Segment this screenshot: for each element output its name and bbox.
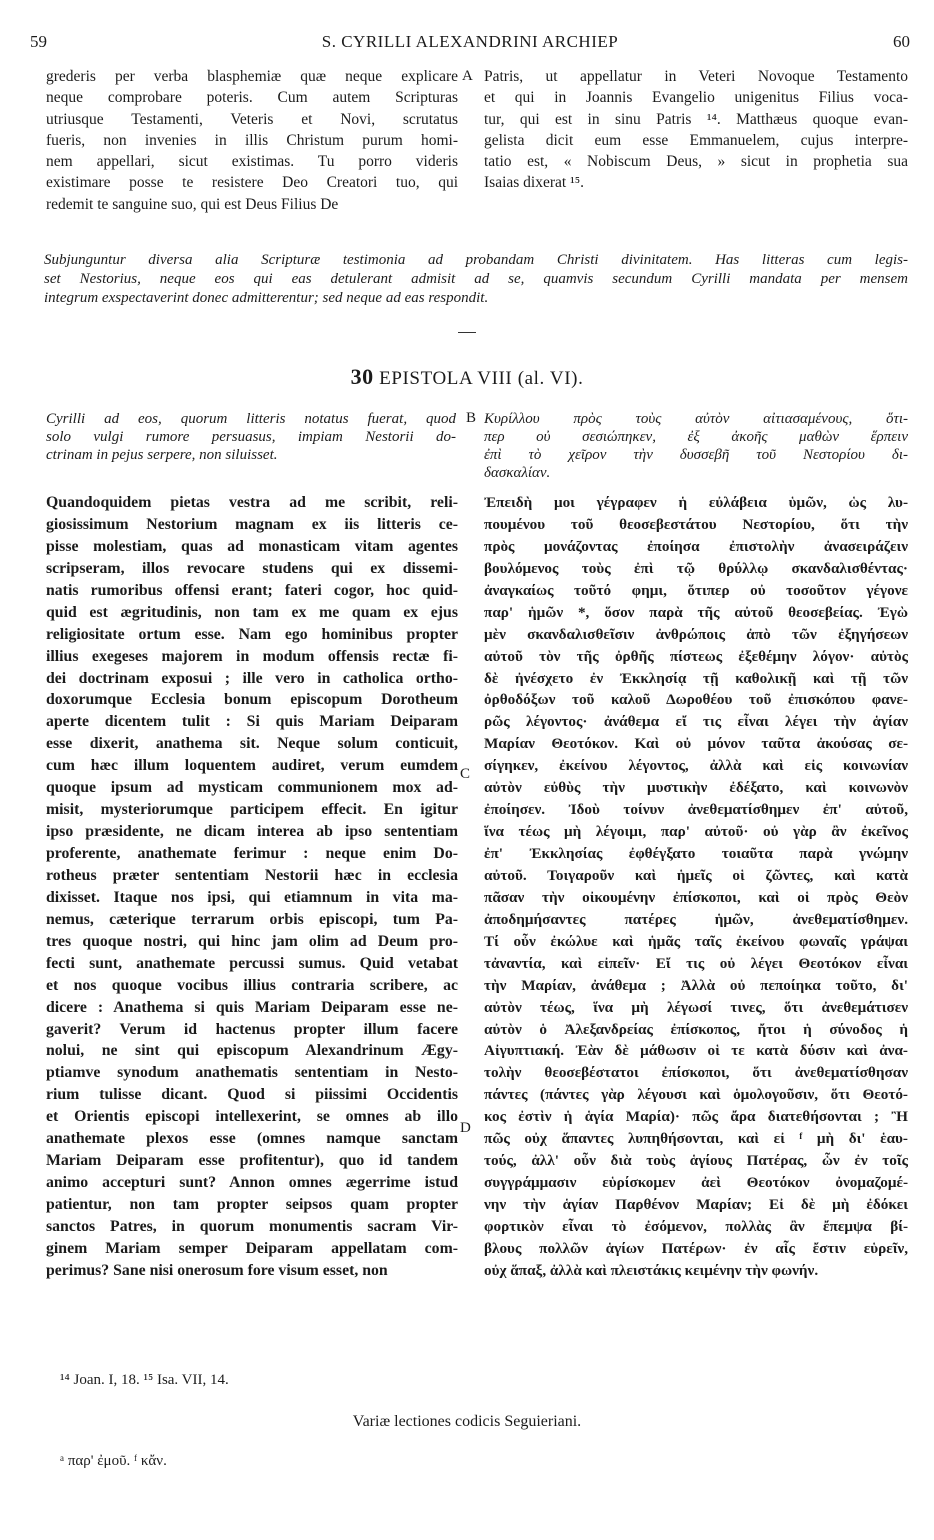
body-line: sanctos Patres, in quorum monumentis sacram Vir-: [46, 1217, 458, 1235]
body-line: pisse molestiam, quas ad monasticam vitam agentes: [46, 537, 458, 555]
body-line: νην τὴν ἁγίαν Παρθένον Μαρίαν; Εἰ δὲ μὴ ἐδόκει: [484, 1196, 908, 1213]
running-head: [30, 32, 910, 58]
summary-line: Subjunguntur diversa alia Scripturæ testimonia ad probandam Christi divinitatem. Has litteras cum legis-: [44, 252, 908, 268]
body-line: Αἰγυπτιακή. Ἐὰν δὲ μάθωσιν οἱ τε κατὰ δύσιν καὶ ἀνα-: [484, 1042, 908, 1060]
body-line: δὲ ἠνέσχετο ἐν Ἐκκλησίᾳ τῇ καθολικῇ καὶ τῇ τῶν: [484, 669, 908, 687]
body-line: μὲν σκανδαλισθεῖσιν ἀνθρώποις ἀπὸ τῶν ἐξηγήσεων: [484, 625, 908, 643]
body-line: τολὴν θεοσεβέστατοι ἐπίσκοποι, ὅτι ἀνεθεματίσθησαν: [484, 1064, 908, 1082]
text-line: redemit te sanguine suo, qui est Deus Filius De: [46, 195, 339, 213]
body-line: ἀναγκαίως τοῦτό φημι, ὅτιπερ οὐ τοσοῦτον γέγονε: [484, 581, 908, 599]
text-line: existimare posse te resistere Deo Creatori tuo, qui: [46, 174, 458, 192]
page-number-left: 59: [30, 32, 47, 51]
body-line: anathemate plexos esse (omnes namque sanctam: [46, 1130, 458, 1148]
running-title: S. CYRILLI ALEXANDRINI ARCHIEP: [321, 32, 619, 51]
epistola-title: EPISTOLA VIII (al. VI).: [379, 368, 584, 389]
body-line: αὐτὸν τέως, ἵνα μὴ λέγωσί τινες, ὅτι ἀνεθεμάτισεν: [484, 998, 908, 1016]
body-line: cum hæc illum loquentem audiret, verum eumdem: [46, 757, 458, 775]
margin-letter-a: A: [462, 68, 473, 84]
body-line: misit, mysteriorumque participem effecit. En igitur: [46, 801, 458, 819]
argument-line: ἐπὶ τὸ χεῖρον τὴν δυσσεβῆ τοῦ Νεστορίου δι-: [484, 447, 908, 463]
body-line: animo accepturi sunt? Annon omnes ægerrime istud: [46, 1174, 458, 1192]
text-line: tur, qui est in sinu Patris ¹⁴. Matthæus quoque evan-: [484, 110, 908, 128]
body-line: τούς, ἀλλ' οὖν διὰ τοὺς ἁγίους Πατέρας, ὧν ἐν τοῖς: [484, 1152, 908, 1170]
body-line: quid est ægritudinis, non tam ex me quam ex ejus: [46, 603, 458, 621]
body-line: fecti sunt, anathemate percussi sumus. Quid vetabat: [46, 954, 458, 972]
body-line: πάντες (πάντες γὰρ λέγουσι καὶ ὁμολογοῦσιν, ὅτι Θεοτό-: [484, 1086, 908, 1104]
body-line: illius exegeses majorem in modum offensis rectæ fi-: [46, 647, 458, 665]
text-line: gelista dicit eum esse Emmanuelem, cujus interpre-: [484, 131, 908, 149]
body-line: πουμένου τοῦ θεοσεβεστάτου Νεστορίου, ὅτι τὴν: [484, 515, 908, 533]
body-line: dicere : Anathema si quis Mariam Deiparam esse ne-: [46, 998, 458, 1016]
body-line: ptiamve synodum anathematis sententiam in Nesto-: [46, 1064, 458, 1082]
body-line: doxorumque Ecclesia bonum episcopum Dorotheum: [46, 691, 458, 709]
body-line: Ἐπειδὴ μοι γέγραφεν ἡ εὐλάβεια ὑμῶν, ὡς λυ-: [484, 494, 908, 511]
argument-line: περ οὐ σεσιώπηκεν, ἐξ ἀκοῆς μαθὼν ἕρπειν: [484, 429, 908, 445]
body-line: ipso præsidente, ne dicam interea ab ipso sententiam: [46, 823, 458, 841]
summary-line: integrum exspectaverint donec admitterentur; sed neque ad eas respondit.: [44, 290, 489, 306]
body-line: ἵνα τέως μὴ λέγοιμι, παρ' αὐτοῦ· οὐ γὰρ ἂν ἐκεῖνος: [484, 823, 908, 841]
body-line: φορτικὸν εἶναι τὸ ἐσόμενον, πολλὰς ἂν ἔπεμψα βί-: [484, 1217, 908, 1235]
body-line: αὐτοῦ τὸν τῆς ὀρθῆς πίστεως ἐξεθέμην λόγον· αὐτὸς: [484, 647, 908, 665]
body-line: Τί οὖν ἐκώλυε καὶ ἡμᾶς ταῖς ἐκείνου φωναῖς γράψαι: [484, 932, 908, 950]
body-line: aperte dicentem tulit : Si quis Mariam Deiparam: [46, 713, 458, 731]
body-line: αὐτὸν εὐθὺς τὴν μυστικὴν ἐδέξατο, καὶ κοινωνὸν: [484, 779, 908, 797]
body-line: ἐπ' Ἐκκλησίας ἐφθέγξατο τοιαῦτα παρὰ γνώμην: [484, 845, 908, 862]
body-line: ginem Mariam semper Deiparam appellatam com-: [46, 1239, 458, 1257]
body-line: natis rumoribus offensi erant; fateri cogor, hoc quid-: [46, 581, 458, 599]
body-line: giosissimum Nestorium magnam ex iis litteris ce-: [46, 515, 458, 533]
text-line: grederis per verba blasphemiæ quæ neque explicare: [46, 68, 458, 85]
text-line: neque comprobare poteris. Cum autem Scripturas: [46, 89, 458, 107]
margin-letter-c: C: [460, 766, 471, 782]
text-line: utriusque Testamenti, Veteris et Novi, scrutatus: [46, 110, 458, 128]
variae-lectiones-notes: ᵃ παρ' ἐμοῦ. ᶠ κἄν.: [60, 1453, 167, 1469]
body-line: αὐτοῦ. Τοιγαροῦν καὶ ἡμεῖς οἱ ζῶντες, καὶ κατὰ: [484, 866, 908, 884]
text-line: tatio est, « Nobiscum Deus, » sicut in prophetia sua: [484, 153, 908, 171]
text-line: nem appellari, sicut existimas. Tu porro videris: [46, 153, 458, 171]
argument-line: Cyrilli ad eos, quorum litteris notatus fuerat, quod: [46, 411, 456, 427]
top-left-column: [46, 66, 458, 215]
body-line: et Orientis episcopi intellexerint, se omnes ab illo: [46, 1108, 458, 1126]
variae-lectiones-title: Variæ lectiones codicis Seguieriani.: [352, 1413, 582, 1430]
body-line: Quandoquidem pietas vestra ad me scribit, reli-: [46, 494, 458, 511]
body-line: religiositate ortum esse. Nam ego hominibus propter: [46, 625, 458, 643]
body-line: dixisset. Itaque nos ipsi, qui etiamnum in vita ma-: [46, 888, 458, 906]
body-line: rotheus præter sententiam Nestorii hæc in ecclesia: [46, 866, 458, 884]
margin-letter-b: B: [466, 410, 477, 426]
body-line: esse dixerit, anathema sit. Neque solum conticuit,: [46, 735, 458, 753]
body-latin-column: [46, 492, 458, 1282]
body-line: οὐχ ἅπαξ, ἀλλὰ καὶ πλειστάκις κειμένην τὴν φωνήν.: [484, 1261, 819, 1279]
body-line: ἀποδημήσαντες πατέρες ἡμῶν, ἀνεθεματίσθημεν.: [484, 910, 908, 928]
body-line: βουλόμενος τοὺς ἐπὶ τῷ θρύλλῳ σκανδαλισθέντας·: [484, 559, 908, 577]
body-line: πᾶσαν τὴν οἰκουμένην ἐπίσκοποι, καὶ οἱ πρὸς Θεὸν: [484, 888, 908, 906]
body-line: βλους πολλῶν ἁγίων Πατέρων· ἐν αἷς ἔστιν εὑρεῖν,: [484, 1239, 908, 1257]
body-line: πῶς οὐχ ἅπαντες λυπηθήσονται, καὶ εἰ ᶠ μὴ δι' ἑαυ-: [484, 1130, 908, 1148]
body-line: παρ' ἡμῶν *, ὅσον παρὰ τῆς αὐτοῦ θεοσεβείας. Ἐγὼ: [484, 603, 908, 621]
margin-letter-d: D: [460, 1120, 471, 1136]
body-line: patientur, non tam propter seipsos quam propter: [46, 1196, 458, 1213]
body-line: rium tulisse dicant. Quod si piissimi Occidentis: [46, 1086, 458, 1104]
page-number-right: 60: [893, 32, 910, 51]
argument-line: δασκαλίαν.: [484, 465, 551, 481]
text-line: Isaias dixerat ¹⁵.: [484, 174, 585, 192]
footnote-references: ¹⁴ Joan. I, 18. ¹⁵ Isa. VII, 14.: [60, 1372, 229, 1388]
argument-greek: [484, 410, 908, 482]
body-greek-column: [484, 492, 908, 1282]
summary-line: set Nestorius, neque eos qui eas detulerant admisit ad se, quamvis secundum Cyrilli mandata per mensem: [44, 271, 908, 287]
separator-dash: [458, 332, 476, 333]
body-line: αὐτὸν ὁ Ἀλεξανδρείας ἐπίσκοπος, ἤτοι ἡ σύνοδος ἡ: [484, 1020, 908, 1038]
body-line: Mariam Deiparam esse profitentur), quo id tandem: [46, 1152, 458, 1170]
argument-line: Κυρίλλου πρὸς τοὺς αὐτὸν αἰτιασαμένους, ὅτι-: [484, 411, 908, 427]
body-line: proferente, anathemate ferimur : neque enim Do-: [46, 845, 458, 862]
text-line: Patris, ut appellatur in Veteri Novoque Testamento: [484, 68, 908, 85]
body-line: nolui, ne sint qui episcopum Alexandrinum Ægy-: [46, 1042, 458, 1060]
body-line: τἀναντία, καὶ εἰπεῖν· Εἴ τις οὐ λέγει Θεοτόκον εἶναι: [484, 954, 908, 972]
argument-line: ctrinam in pejus serpere, non siluisset.: [46, 447, 278, 463]
body-line: et nos quoque vocibus illius contraria scribere, ac: [46, 976, 458, 994]
body-line: quoque ipsum ad mysticam communionem mox ad-: [46, 779, 458, 797]
text-line: fueris, non invenies in illis Christum purum homi-: [46, 131, 458, 149]
argument-latin: [46, 410, 456, 464]
body-line: perimus? Sane nisi onerosum fore visum esset, non: [46, 1261, 388, 1279]
body-line: nemus, cæterique terrarum orbis episcopi, tum Pa-: [46, 910, 458, 928]
body-line: κος ἐστὶν ἡ ἁγία Μαρία)· πῶς ἄρα διατεθήσονται ; Ἢ: [484, 1108, 908, 1126]
body-line: dei doctrinam exposui ; ille vero in catholica ortho-: [46, 669, 458, 687]
argument-line: solo vulgi rumore persuasus, impiam Nestorii do-: [46, 429, 456, 445]
summary-paragraph: [44, 251, 908, 308]
body-line: ρῶς λέγοντος· ἀνάθεμα εἴ τις εἶναι λέγει τὴν ἁγίαν: [484, 713, 908, 731]
body-line: σίγηκεν, ἐκείνου λέγοντος, ἀλλὰ καὶ εἰς κοινωνίαν: [484, 757, 908, 775]
body-line: Μαρίαν Θεοτόκον. Καὶ οὐ μόνον ταῦτα ἀκούσας σε-: [484, 735, 908, 753]
body-line: συγγράμμασιν εὑρίσκομεν ἀεὶ Θεοτόκον ὀνομαζομέ-: [484, 1174, 908, 1192]
body-line: scripseram, illos revocare studens qui ex dissemi-: [46, 559, 458, 577]
body-line: τὴν Μαρίαν, ἀνάθεμα ; Ἀλλὰ οὐ πεποίηκα τοῦτο, δι': [484, 976, 908, 994]
body-line: gaverit? Verum id hactenus propter illum facere: [46, 1020, 458, 1038]
body-line: ὀρθοδόξων τοῦ καλοῦ Δωροθέου τοῦ ἐπισκόπου φανε-: [484, 691, 908, 709]
body-line: πρὸς μονάζοντας ἐποίησα ἐπιστολὴν ἀνασειράζειν: [484, 537, 908, 555]
body-line: ἐποίησεν. Ἰδοὺ τοίνυν ἀνεθεματίσθημεν ἐπ' αὐτοῦ,: [484, 801, 908, 819]
epistola-heading: [0, 364, 934, 390]
top-right-column: [484, 66, 908, 194]
epistola-number: 30: [350, 364, 374, 389]
text-line: et qui in Joannis Evangelio unigenitus Filius voca-: [484, 89, 908, 107]
body-line: tres quoque nostri, qui hinc jam olim ad Deum pro-: [46, 932, 458, 950]
